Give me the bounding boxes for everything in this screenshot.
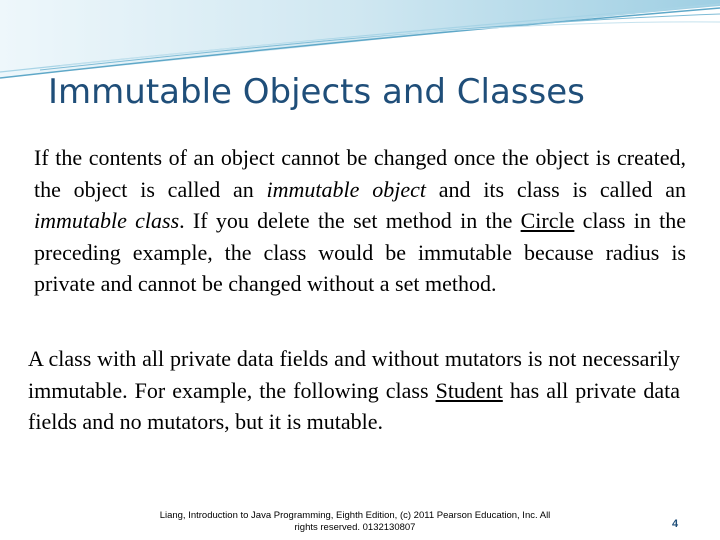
paragraph-immutable-definition <box>34 142 686 300</box>
paragraph1-text-4: class in the preceding example, the class would be immutable because radius is private and cannot be changed without a set method. <box>34 208 686 296</box>
term-immutable-object: immutable object <box>266 176 426 202</box>
page-number: 4 <box>672 518 679 530</box>
footer-line-1: Liang, Introduction to Java Programming, Eighth Edition, (c) 2011 Pearson Education, Inc. All <box>159 510 551 521</box>
footer-line-2: rights reserved. 0132130807 <box>294 522 416 533</box>
paragraph-mutators-note <box>28 343 680 438</box>
term-immutable-class: immutable class <box>34 208 180 233</box>
footer-citation <box>140 510 570 534</box>
class-name-circle: Circle <box>520 208 575 233</box>
paragraph2-text-2: has all private data fields and no mutators, but it is mutable. <box>28 377 680 434</box>
paragraph1-text-2: and its class is called an <box>425 176 686 202</box>
class-name-student: Student <box>435 377 503 403</box>
paragraph2-text-1: A class with all private data fields and without mutators is not necessarily immutable. For example, the following class <box>28 346 680 403</box>
slide-title: Immutable Objects and Classes <box>48 72 585 112</box>
paragraph1-text-3: . If you delete the set method in the <box>179 208 521 233</box>
paragraph1-text-1: If the contents of an object cannot be changed once the object is created, the object is called an <box>34 145 686 202</box>
